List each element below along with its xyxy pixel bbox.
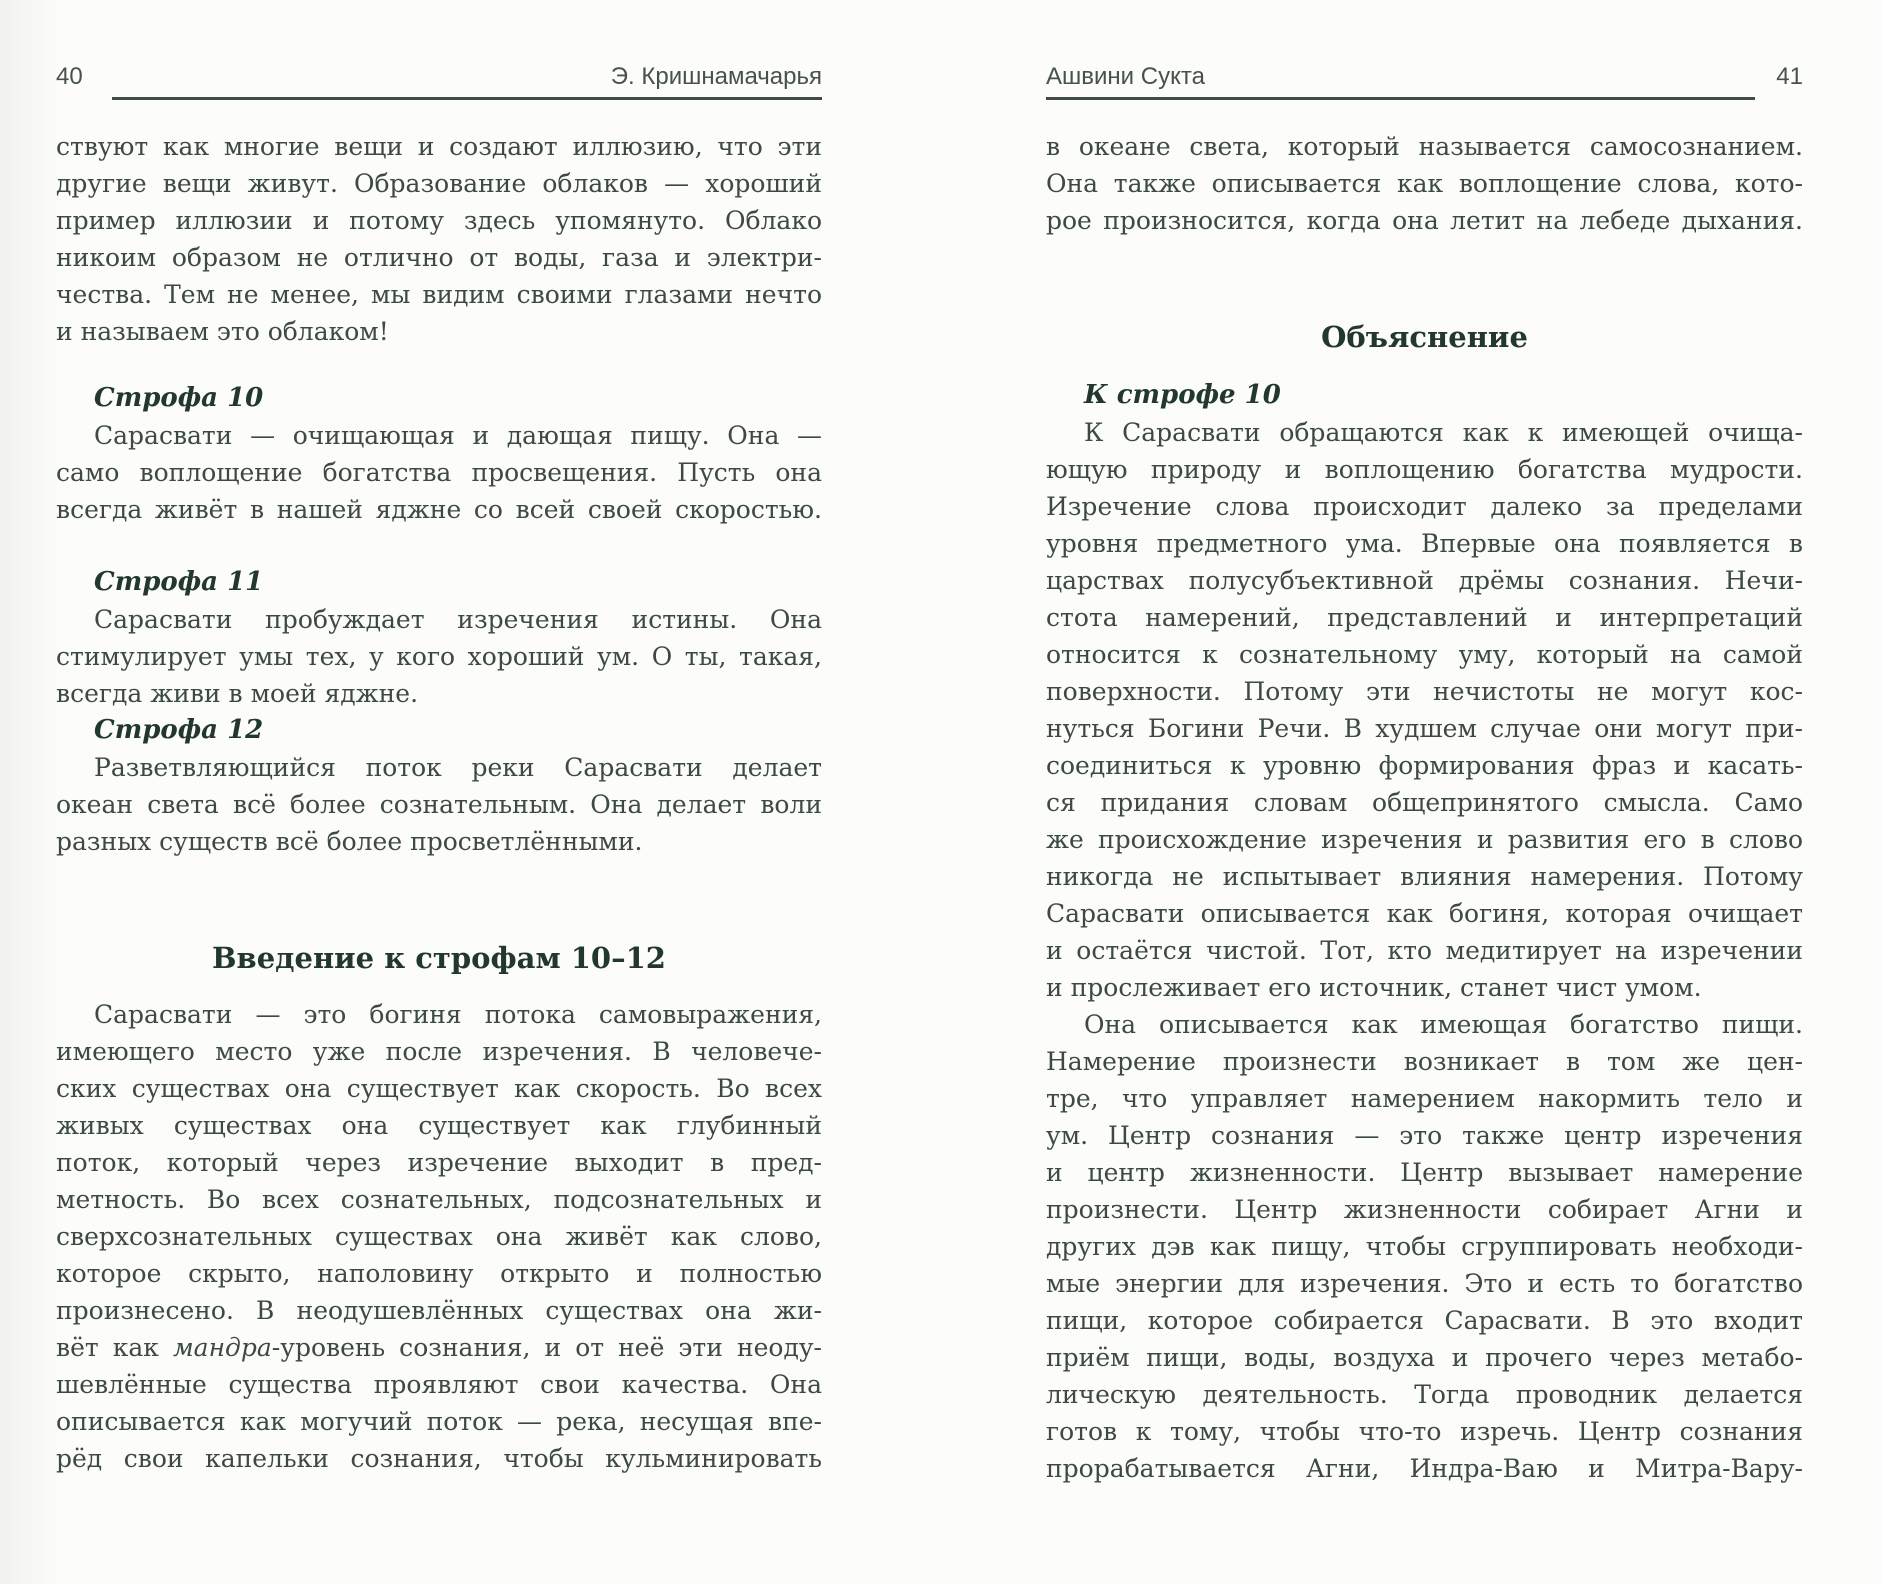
- text-line: тре, что управляет намерением накормить тело и: [1046, 1084, 1803, 1113]
- text-line: и прослеживает его источник, станет чист умом.: [1046, 973, 1702, 1002]
- strophe-heading: К строфе 10: [1084, 380, 1281, 410]
- section-heading: Объяснение: [1321, 320, 1528, 354]
- text-line: которое скрыто, наполовину открыто и полностью: [56, 1259, 822, 1288]
- strophe-heading: Строфа 10: [94, 383, 264, 413]
- text-line: Изречение слова происходит далеко за пределами: [1046, 492, 1803, 521]
- text-line: лическую деятельность. Тогда проводник делается: [1046, 1380, 1803, 1409]
- text-line: и остаётся чистой. Тот, кто медитирует на изречении: [1046, 936, 1803, 965]
- text-line: ствуют как многие вещи и создают иллюзию, что эти: [56, 132, 822, 161]
- text-line: Она также описывается как воплощение слова, кото-: [1046, 169, 1803, 198]
- right-page-number: 41: [1776, 63, 1803, 90]
- paragraph: [1046, 1006, 1803, 1487]
- text-line: и называем это облаком!: [56, 317, 389, 346]
- text-line: чества. Тем не менее, мы видим своими глазами нечто: [56, 280, 822, 309]
- paragraph: [1046, 414, 1803, 1006]
- text-line: произнесено. В неодушевлённых существах она жи-: [56, 1296, 822, 1325]
- right-page: [1046, 62, 1803, 1487]
- text-line: Разветвляющийся поток реки Сарасвати делает: [94, 753, 822, 782]
- text-line: произнести. Центр жизненности собирает Агни и: [1046, 1195, 1803, 1224]
- text-line: Намерение произнести возникает в том же цен-: [1046, 1047, 1803, 1076]
- text-line: океан света всё более сознательным. Она делает воли: [56, 790, 822, 819]
- text-line: Сарасвати пробуждает изречения истины. Она: [94, 605, 822, 634]
- left-page: [56, 62, 822, 1477]
- text-line: вёт как мандра-уровень сознания, и от неё эти неоду-: [56, 1333, 823, 1362]
- section-heading: Введение к строфам 10–12: [212, 941, 666, 975]
- paragraph: [1046, 128, 1803, 239]
- strophe-heading: Строфа 12: [94, 715, 264, 745]
- text-line: уровня предметного ума. Впервые она появляется в: [1046, 529, 1803, 558]
- text-line: всегда живи в моей яджне.: [56, 679, 419, 708]
- text-line: Сарасвати — это богиня потока самовыражения,: [94, 1000, 822, 1029]
- text-line: никогда не испытывает влияния намерения. Потому: [1046, 862, 1803, 891]
- text-line: ских существах она существует как скорость. Во всех: [56, 1074, 822, 1103]
- left-page-number: 40: [56, 63, 83, 90]
- right-header-row: [1046, 62, 1803, 92]
- text-line: поверхности. Потому эти нечистоты не могут кос-: [1046, 677, 1803, 706]
- right-page-header: [1046, 62, 1803, 100]
- text-line: метность. Во всех сознательных, подсознательных и: [56, 1185, 822, 1214]
- text-line: живых существах она существует как глубинный: [56, 1111, 822, 1140]
- text-line: приём пищи, воды, воздуха и прочего через метабо-: [1046, 1343, 1803, 1372]
- text-line: ся придания словам общепринятого смысла. Само: [1046, 788, 1803, 817]
- text-line: же происхождение изречения и развития его в слово: [1046, 825, 1803, 854]
- text-line: ум. Центр сознания — это также центр изречения: [1046, 1121, 1803, 1150]
- paragraph: [56, 996, 822, 1477]
- text-line: пример иллюзии и потому здесь упомянуто. Облако: [56, 206, 822, 235]
- left-header-row: [56, 62, 822, 92]
- text-line: стота намерений, представлений и интерпретаций: [1046, 603, 1803, 632]
- paragraph: [56, 128, 822, 350]
- text-line: сверхсознательных существах она живёт как слово,: [56, 1222, 822, 1251]
- text-line: и центр жизненности. Центр вызывает намерение: [1046, 1158, 1803, 1187]
- strophe-heading: Строфа 11: [94, 567, 264, 597]
- right-page-body: [1046, 128, 1803, 1487]
- left-running-header: Э. Кришнамачарья: [610, 63, 822, 90]
- left-header-rule: [112, 97, 822, 100]
- text-line: готов к тому, чтобы что-то изречь. Центр сознания: [1046, 1417, 1803, 1446]
- text-line: Она описывается как имеющая богатство пищи.: [1084, 1010, 1803, 1039]
- text-line: в океане света, который называется самосознанием.: [1046, 132, 1803, 161]
- right-running-header: Ашвини Сукта: [1046, 63, 1205, 90]
- text-line: ющую природу и воплощению богатства мудрости.: [1046, 455, 1803, 484]
- text-line: пищи, которое собирается Сарасвати. В это входит: [1046, 1306, 1803, 1335]
- text-line: само воплощение богатства просвещения. Пусть она: [56, 458, 822, 487]
- text-line: прорабатывается Агни, Индра-Ваю и Митра-Вару-: [1046, 1454, 1803, 1483]
- text-line: шевлённые существа проявляют свои качества. Она: [56, 1370, 822, 1399]
- text-line: Сарасвати — очищающая и дающая пищу. Она —: [94, 421, 822, 450]
- text-line: Сарасвати описывается как богиня, которая очищает: [1046, 899, 1803, 928]
- text-line: рёд свои капельки сознания, чтобы кульминировать: [56, 1444, 822, 1473]
- text-line: имеющего место уже после изречения. В человече-: [56, 1037, 822, 1066]
- text-line: относится к сознательному уму, который на самой: [1046, 640, 1803, 669]
- text-line: другие вещи живут. Образование облаков — хороший: [56, 169, 822, 198]
- right-header-rule: [1046, 97, 1755, 100]
- text-line: никоим образом не отлично от воды, газа и электри-: [56, 243, 822, 272]
- text-line: рое произносится, когда она летит на лебеде дыхания.: [1046, 206, 1803, 235]
- text-line: других дэв как пищу, чтобы сгруппировать необходи-: [1046, 1232, 1803, 1261]
- paragraph: [56, 417, 822, 528]
- paragraph: [56, 749, 822, 860]
- paragraph: [56, 601, 822, 712]
- text-line: К Сарасвати обращаются как к имеющей очища-: [1084, 418, 1803, 447]
- text-line: поток, который через изречение выходит в пред-: [56, 1148, 822, 1177]
- left-page-header: [56, 62, 822, 100]
- text-line: разных существ всё более просветлёнными.: [56, 827, 643, 856]
- text-line: мые энергии для изречения. Это и есть то богатство: [1046, 1269, 1803, 1298]
- text-line: стимулирует умы тех, у кого хороший ум. О ты, такая,: [56, 642, 822, 671]
- text-line: нуться Богини Речи. В худшем случае они могут при-: [1046, 714, 1803, 743]
- text-line: описывается как могучий поток — река, несущая впе-: [56, 1407, 822, 1436]
- text-line: всегда живёт в нашей яджне со всей своей скоростью.: [56, 495, 822, 524]
- text-line: царствах полусубъективной дрёмы сознания. Нечи-: [1046, 566, 1803, 595]
- text-line: соединиться к уровню формирования фраз и касать-: [1046, 751, 1803, 780]
- left-page-body: [56, 128, 822, 1477]
